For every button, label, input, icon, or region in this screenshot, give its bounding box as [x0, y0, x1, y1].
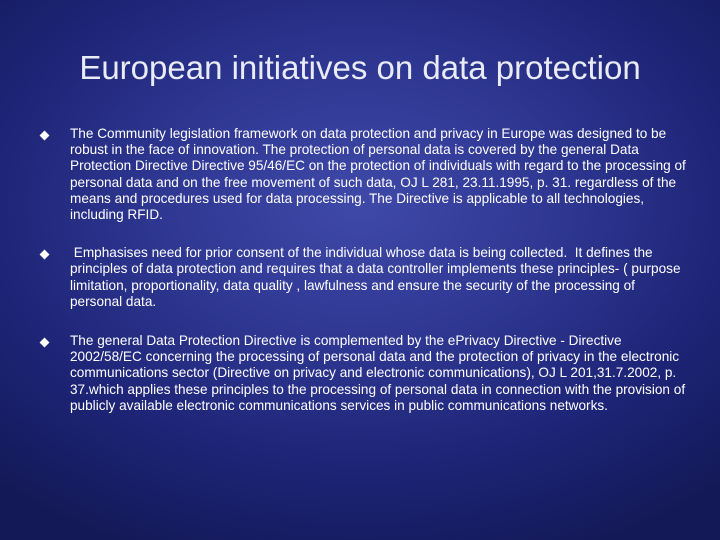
slide-title: European initiatives on data protection [79, 49, 641, 86]
bullet-text: The general Data Protection Directive is complemented by the ePrivacy Directive - Directive 2002/58/EC concerning the processing of personal data and the protection of privacy in the electronic communications sector (Directive on privacy and electronic communications), OJ L 201,31.7.2002, p. 37.which applies these principles to the processing of personal data in connection with the provision of publicly available electronic communications services in public communications networks. [70, 333, 686, 413]
bullet-item [38, 333, 686, 414]
bullet-text: The Community legislation framework on data protection and privacy in Europe was designed to be robust in the face of innovation. The protection of personal data is covered by the general Data Protection Directive Directive 95/46/EC on the protection of individuals with regard to the processing of personal data and on the free movement of such data, OJ L 281, 23.11.1995, p. 31. regardless of the means and procedures used for data processing. The Directive is applicable to all technologies, including RFID. [70, 126, 686, 223]
bullet-item [38, 126, 686, 223]
bullet-list [38, 126, 686, 436]
bullet-item [38, 245, 686, 310]
bullet-text: Emphasises need for prior consent of the individual whose data is being collected. It defines the principles of data protection and requires that a data controller implements these principles- ( purpose limitation, proportionality, data quality , lawfulness and ensure the security of the processing of personal data. [70, 245, 685, 309]
diamond-bullet-icon [40, 338, 50, 348]
diamond-bullet-icon [40, 131, 50, 141]
diamond-bullet-icon [40, 250, 50, 260]
